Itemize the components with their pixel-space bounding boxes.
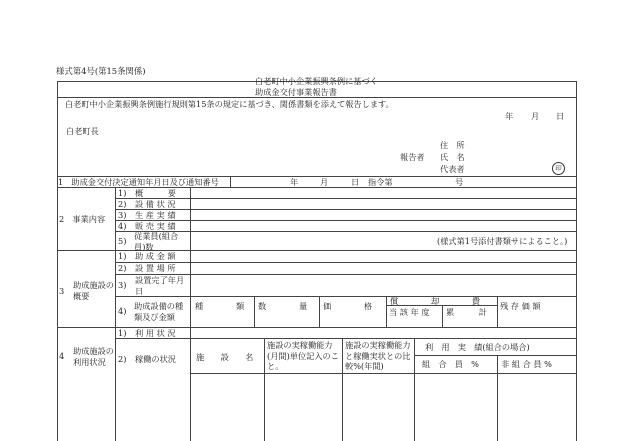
addressee: 白老町長 bbox=[66, 126, 99, 136]
s2-item2-label: 設 備 状 況 bbox=[135, 199, 176, 209]
section1-year: 年 bbox=[290, 177, 299, 187]
s4-item1-label: 利 用 状 況 bbox=[135, 328, 176, 338]
reporter-name-label: 氏 名 bbox=[440, 152, 465, 162]
s4-row1-border bbox=[115, 338, 576, 339]
section4-label: 助成施設の利用状況 bbox=[73, 346, 114, 367]
s3-col-type: 種 類 bbox=[195, 301, 245, 311]
s3-item3-num: 3) bbox=[118, 280, 127, 290]
s3-col-price: 価 格 bbox=[323, 301, 373, 311]
section1-day: 日 bbox=[351, 177, 360, 187]
section1-number-suffix: 号 bbox=[455, 177, 464, 187]
outer-left-border bbox=[57, 81, 58, 441]
title-line-1: 白老町中小企業振興条例に基づく bbox=[255, 76, 378, 86]
s2-item1-label: 概 要 bbox=[135, 188, 176, 198]
s4-col-non-member: 非 組 合 員 % bbox=[501, 359, 552, 369]
date-day: 日 bbox=[556, 111, 565, 121]
section1-divider bbox=[230, 176, 231, 187]
s3-col-divider-2 bbox=[319, 296, 320, 327]
s4-col-facility-name: 施 設 名 bbox=[196, 352, 254, 362]
s3-row3-border bbox=[115, 296, 576, 297]
s3-col-current-year: 当 該 年 度 bbox=[389, 307, 430, 317]
s3-item4-num: 4) bbox=[118, 306, 127, 316]
s4-item1-num: 1) bbox=[118, 328, 127, 338]
s3-col-residual: 残 存 価 額 bbox=[500, 301, 541, 311]
s2-row2-border bbox=[115, 209, 576, 210]
s3-col-divider-1 bbox=[254, 296, 255, 327]
s2-item4-num: 4) bbox=[118, 221, 127, 231]
s3-col-quantity: 数 量 bbox=[258, 301, 308, 311]
col-item-divider bbox=[190, 187, 191, 441]
reporter-group-label: 報告者 bbox=[400, 152, 425, 162]
s4-usage-split bbox=[414, 355, 576, 356]
s3-item1-num: 1) bbox=[118, 251, 127, 261]
section4-num: 4 bbox=[59, 351, 65, 361]
s2-item5-label: 従業員(組合員)数 bbox=[134, 231, 179, 252]
s3-item1-label: 助 成 金 額 bbox=[135, 251, 176, 261]
reporter-representative-label: 代表者 bbox=[440, 164, 465, 174]
s2-employee-note: (様式第1号添付書類サによること。) bbox=[437, 236, 568, 246]
s3-row1-border bbox=[115, 262, 576, 263]
title-line-2: 助成金交付事業報告書 bbox=[255, 87, 337, 97]
s2-row3-border bbox=[115, 220, 576, 221]
s2-item2-num: 2) bbox=[118, 199, 127, 209]
s4-item2-num: 2) bbox=[118, 354, 127, 364]
section1-number-prefix: 指令第 bbox=[368, 177, 393, 187]
title-bottom-border bbox=[57, 97, 576, 98]
section3-label: 助成施設の概要 bbox=[73, 280, 114, 301]
seal-icon: 印 bbox=[552, 162, 565, 175]
intro-text: 白老町中小企業振興条例施行規則第15条の規定に基づき、関係書類を添えて報告します。 bbox=[65, 99, 394, 109]
section3-num: 3 bbox=[59, 286, 65, 296]
s4-col-capacity: 施設の実稼働能力(月間)単位記入のこと。 bbox=[267, 340, 339, 371]
s4-col-usage-header: 利 用 実 績(組合の場合) bbox=[425, 342, 530, 352]
form-label: 様式第4号(第15条関係) bbox=[56, 66, 146, 76]
s4-col-divider-2 bbox=[342, 338, 343, 441]
s3-item4-label: 助成設備の種類及び金額 bbox=[134, 301, 184, 322]
outer-right-border bbox=[576, 81, 577, 441]
s4-usage-divider bbox=[497, 355, 498, 441]
s4-header-bottom-border bbox=[190, 373, 576, 374]
s2-item1-num: 1) bbox=[118, 188, 127, 198]
s2-item4-label: 販 売 実 績 bbox=[135, 221, 176, 231]
s4-col-divider-3 bbox=[414, 338, 415, 441]
date-year: 年 bbox=[505, 111, 514, 121]
s3-col-depreciation: 償 却 費 bbox=[390, 296, 481, 306]
col-label-divider bbox=[115, 187, 116, 441]
s2-row1-border bbox=[115, 198, 576, 199]
date-month: 月 bbox=[531, 111, 540, 121]
s3-col-divider-3 bbox=[386, 296, 387, 327]
s3-col-cumulative: 累 計 bbox=[446, 307, 487, 317]
s2-item3-label: 生 産 実 績 bbox=[135, 210, 176, 220]
s2-item5-num: 5) bbox=[118, 236, 127, 246]
section1-month: 月 bbox=[320, 177, 329, 187]
s2-item3-num: 3) bbox=[118, 210, 127, 220]
s4-col-member: 組 合 員 % bbox=[422, 359, 479, 369]
s4-col-ratio: 施設の実稼働能力と稼働実状との比較%(年間) bbox=[345, 340, 411, 371]
s4-col-divider-1 bbox=[264, 338, 265, 441]
section2-label: 2 事業内容 bbox=[59, 214, 106, 224]
s4-item2-label: 稼働の状況 bbox=[135, 354, 176, 364]
reporter-address-label: 住 所 bbox=[440, 140, 465, 150]
s3-col-divider-4 bbox=[497, 296, 498, 327]
s3-item2-label: 設 置 場 所 bbox=[135, 263, 176, 273]
section1-label: 1 助成金交付決定通知年月日及び通知番号 bbox=[58, 177, 219, 187]
s3-item2-num: 2) bbox=[118, 263, 127, 273]
s3-item3-label: 設置完了年月日 bbox=[135, 275, 185, 296]
s3-depreciation-divider bbox=[442, 305, 443, 327]
